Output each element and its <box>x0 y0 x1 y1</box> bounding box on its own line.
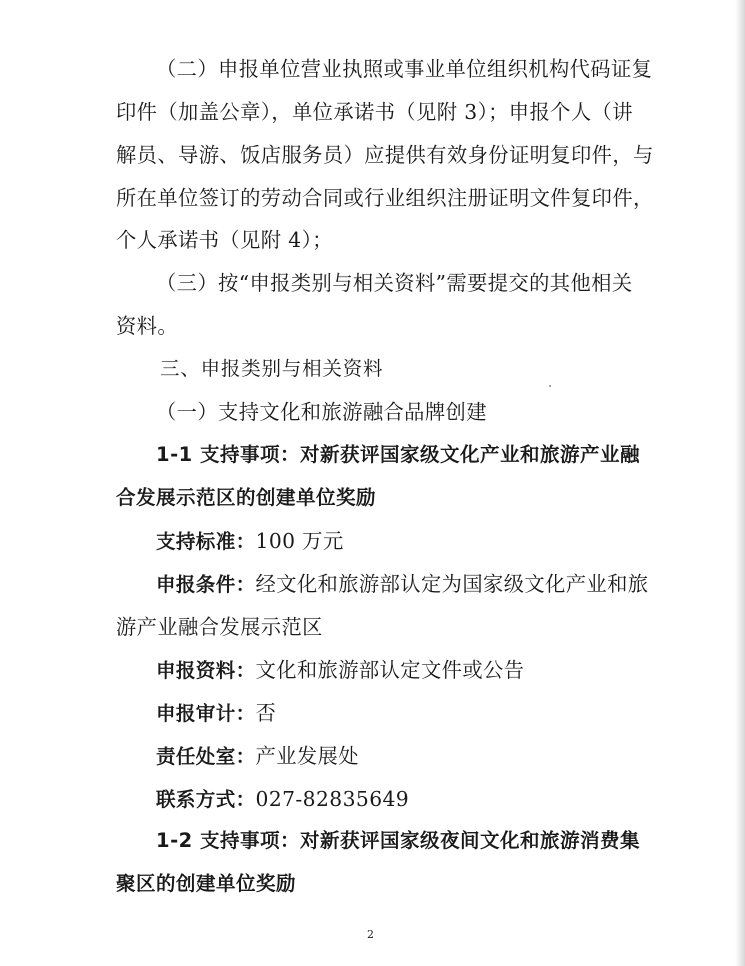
office-label: 责任处室： <box>156 745 256 768</box>
materials-label: 申报资料： <box>156 659 256 682</box>
item-1-1-standard <box>156 526 344 557</box>
paragraph-materials-2-line-5: 个人承诺书（见附 4）； <box>116 228 333 252</box>
contact-label: 联系方式： <box>156 788 256 811</box>
paragraph-materials-3-line-1: （三）按“申报类别与相关资料”需要提交的其他相关 <box>156 271 633 295</box>
item-1-1-title-line-2: 合发展示范区的创建单位奖励 <box>116 486 377 509</box>
item-1-1-contact <box>156 784 409 815</box>
item-1-1-materials <box>156 655 524 686</box>
section-3-heading: 三、申报类别与相关资料 <box>160 357 384 380</box>
item-1-1-title-line-1: 1-1 支持事项：对新获评国家级文化产业和旅游产业融 <box>156 443 641 466</box>
standard-label: 支持标准： <box>156 530 256 553</box>
conditions-value-line-1: 经文化和旅游部认定为国家级文化产业和旅 <box>255 572 649 596</box>
page-number: 2 <box>367 928 374 941</box>
standard-value: 100 万元 <box>255 529 344 553</box>
office-value: 产业发展处 <box>255 744 359 768</box>
paragraph-materials-3-line-2: 资料。 <box>116 314 179 338</box>
audit-label: 申报审计： <box>156 702 256 725</box>
conditions-label: 申报条件： <box>156 573 256 596</box>
conditions-value-line-2: 游产业融合发展示范区 <box>116 615 323 639</box>
page-edge-shadow <box>735 0 745 966</box>
paragraph-materials-2-line-4: 所在单位签订的劳动合同或行业组织注册证明文件复印件， <box>116 186 654 210</box>
audit-value: 否 <box>255 701 277 725</box>
item-1-1-audit <box>156 698 276 729</box>
paragraph-materials-2-line-2: 印件（加盖公章），单位承诺书（见附 3）；申报个人（讲 <box>116 100 633 124</box>
paragraph-materials-2-line-3: 解员、导游、饭店服务员）应提供有效身份证明复印件，与 <box>116 143 654 167</box>
scan-speck <box>549 385 551 387</box>
item-1-1-office <box>156 741 359 772</box>
item-1-1-conditions <box>156 569 648 600</box>
paragraph-materials-2-line-1: （二）申报单位营业执照或事业单位组织机构代码证复 <box>156 57 653 81</box>
subsection-1-heading: （一）支持文化和旅游融合品牌创建 <box>156 400 487 424</box>
contact-value: 027-82835649 <box>255 787 410 811</box>
materials-value: 文化和旅游部认定文件或公告 <box>255 658 525 682</box>
item-1-2-title-line-1: 1-2 支持事项：对新获评国家级夜间文化和旅游消费集 <box>156 829 641 852</box>
item-1-2-title-line-2: 聚区的创建单位奖励 <box>116 872 297 895</box>
